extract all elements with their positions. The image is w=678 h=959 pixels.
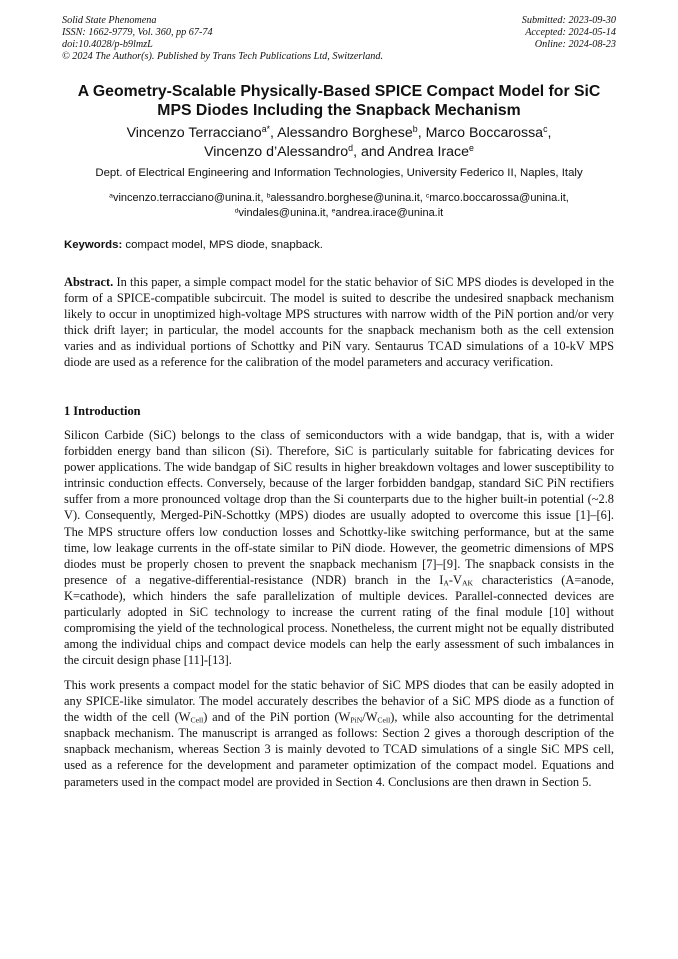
author-marker: e: [469, 143, 474, 154]
journal-name: Solid State Phenomena: [62, 15, 157, 26]
author-marker: c: [543, 124, 548, 135]
email-list: [40, 191, 638, 221]
author-name: Alessandro Borghese: [277, 125, 413, 141]
subscript: Cell: [377, 715, 391, 725]
paper-title: [40, 82, 638, 120]
keywords-text: compact model, MPS diode, snapback.: [122, 239, 323, 251]
journal-header-right: [522, 15, 616, 51]
issn-line: ISSN: 1662-9779, Vol. 360, pp 67-74: [62, 27, 213, 38]
intro-text: This work presents a compact model for the static behavior of SiC MPS diodes that can be easily adopted in any SPICE-like simulator. The model accurately describes the behavior of a SiC MPS diode as a function of the width of the cell (W: [64, 678, 614, 725]
accepted-date: Accepted: 2024-05-14: [525, 27, 616, 38]
author-name: Marco Boccarossa: [425, 125, 544, 141]
email-address: andrea.irace@unina.it: [335, 207, 444, 219]
affiliation: Dept. of Electrical Engineering and Information Technologies, University Federico II, Naples, Italy: [95, 167, 583, 179]
journal-header-left: [62, 15, 383, 63]
intro-text: -V: [448, 572, 462, 587]
intro-paragraph-2: [64, 677, 614, 790]
intro-text: Silicon Carbide (SiC) belongs to the class of semiconductors with a wide bandgap, that is, with a wider forbidden energy band than silicon (Si). Therefore, SiC is particularly suitable for fabricating devices for power applications. The wide bandgap of SiC results in higher breakdown voltages and lower susceptibility to intrinsic conduction effects. Conversely, because of the larger forbidden bandgap, standard SiC PiN rectifiers suffer from a more pronounced voltage drop than the Si counterparts due to the higher built-in potential (~2.8 V). Consequently, Merged-PiN-Schottky (MPS) diodes are usually adopted to overcome this issue [1]–[6]. The MPS structure offers low conduction losses and Schottky-like switching performance, but at the same time, low leakage currents in the off-state similar to PiN diode. However, the geometric dimensions of MPS diodes must be properly chosen to prevent the snapback mechanism [7]–[9]. The snapback consists in the presence of a negative-differential-resistance (NDR) branch in the I: [64, 428, 614, 587]
email-line-2: [40, 206, 638, 221]
author-name: Vincenzo d’Alessandro: [204, 144, 349, 160]
author-name: Vincenzo Terracciano: [126, 125, 262, 141]
email-line-1: [40, 191, 638, 206]
author-separator: ,: [270, 125, 278, 141]
intro-text: ) and of the PiN portion (W: [203, 710, 351, 725]
author-marker: d: [348, 143, 354, 154]
subscript: Cell: [190, 715, 204, 725]
abstract-label: Abstract.: [64, 275, 114, 289]
abstract-text: In this paper, a simple compact model for the static behavior of SiC MPS diodes is developed in the form of a SPICE-compatible subcircuit. The model is suited to describe the undesired snapback mechanism likely to occur in unoptimized high-voltage MPS structures with narrow width of the PiN portion and/or very thick drift layer; in particular, the model accounts for the snapback mechanism both as the cell extension varies and as individual portions of Schottky and PiN vary. Sentaurus TCAD simulations of a 10-kV MPS diode are used as a reference for the calibration of the model parameters and accuracy verification.: [64, 275, 614, 370]
abstract: [64, 274, 614, 371]
online-date: Online: 2024-08-23: [534, 39, 616, 50]
intro-text: ), while also accounting for the detrimental snapback mechanism. The manuscript is arranged as follows: Section 2 gives a thorough description of the snapback mechanism, whereas Section 3 is mainly devoted to TCAD simulations of a single SiC MPS cell, used as a reference for the development and parameter optimization of the compact model. Equations and parameters used in the compact model are provided in Section 4. Conclusions are then drawn in Section 5.: [64, 710, 614, 789]
author-name: Andrea Irace: [387, 144, 470, 160]
author-list: [40, 124, 638, 162]
author-marker: a*: [261, 124, 271, 135]
intro-text: /W: [362, 710, 378, 725]
subscript: PiN: [350, 715, 363, 725]
author-separator: ,: [417, 125, 426, 141]
doi-line: doi:10.4028/p-b9lmzL: [62, 39, 153, 50]
intro-paragraph-1: [64, 427, 614, 668]
email-marker: b: [266, 192, 271, 200]
email-address: vincenzo.terracciano@unina.it,: [112, 192, 267, 204]
email-marker: e: [331, 207, 336, 215]
intro-text: characteristics (A=anode, K=cathode), which hinders the safe parallelization of multiple devices. Parallel-connected devices are particularly adopted in SiC technology to increase the current rating of the final module [10] without compromising the yield of the technological process. Nonetheless, the current might not be equally distributed among the individual chips and compact device models can help the early assessment of such imbalances in the circuit design phase [11]-[13].: [64, 572, 614, 668]
submitted-date: Submitted: 2023-09-30: [521, 15, 616, 26]
copyright-line: © 2024 The Author(s). Published by Trans Tech Publications Ltd, Switzerland.: [62, 51, 384, 62]
author-line-2: [40, 143, 638, 162]
email-marker: d: [234, 207, 239, 215]
title-line-1: A Geometry-Scalable Physically-Based SPICE Compact Model for SiC: [77, 83, 601, 100]
keywords-label: Keywords:: [64, 239, 123, 251]
author-marker: b: [412, 124, 418, 135]
email-marker: a: [109, 192, 113, 200]
subscript: AK: [461, 578, 474, 588]
email-address: vindales@unina.it,: [238, 207, 332, 219]
email-address: alessandro.borghese@unina.it,: [270, 192, 426, 204]
email-address: marco.boccarossa@unina.it,: [429, 192, 569, 204]
author-line-1: [40, 124, 638, 143]
title-line-2: MPS Diodes Including the Snapback Mechanism: [157, 102, 521, 119]
author-separator: , and: [353, 144, 388, 160]
keywords: [64, 238, 624, 252]
section-heading: 1 Introduction: [64, 404, 141, 418]
subscript: A: [443, 578, 449, 588]
email-marker: c: [425, 192, 430, 200]
author-separator: ,: [547, 125, 552, 141]
